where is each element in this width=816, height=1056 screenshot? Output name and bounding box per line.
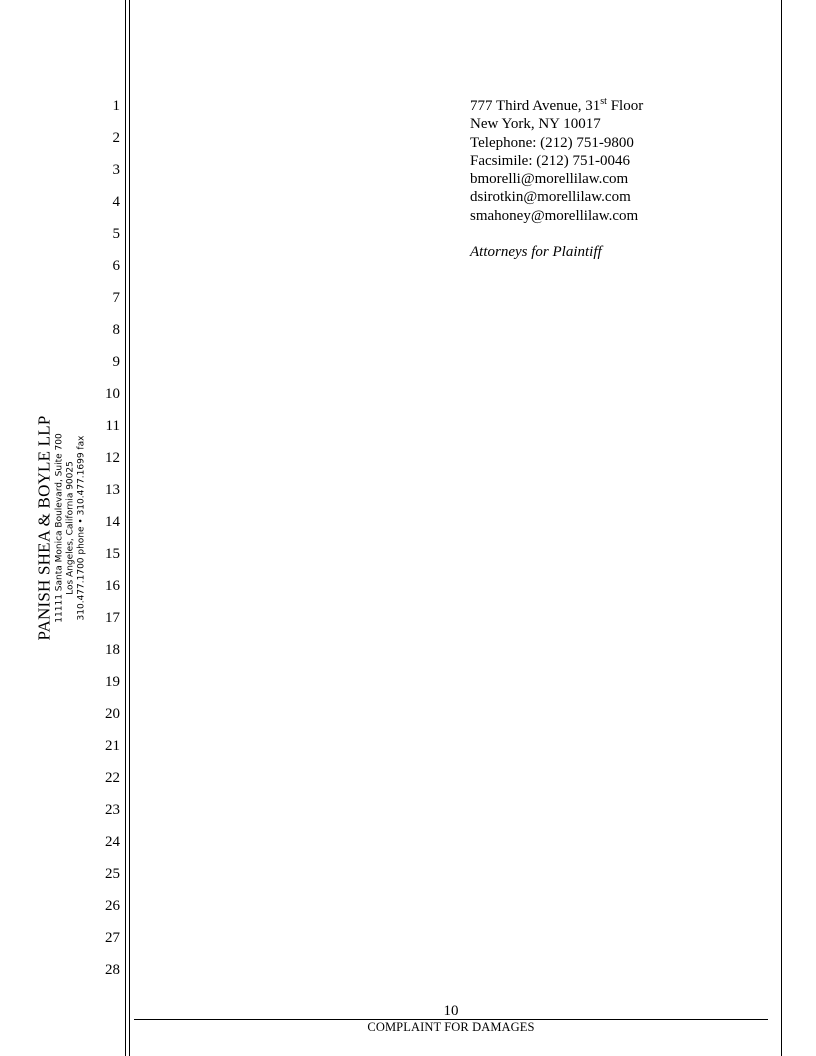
counsel-address-main: 777 Third Avenue, 31 xyxy=(470,98,601,114)
line-number: 17 xyxy=(105,610,120,626)
left-margin-rule xyxy=(125,0,126,1056)
firm-city: Los Angeles, California 90025 xyxy=(65,461,76,595)
line-number: 23 xyxy=(105,802,120,818)
counsel-address-superscript: st xyxy=(600,96,607,107)
counsel-address-tail: Floor xyxy=(606,98,644,114)
line-number: 11 xyxy=(105,418,120,434)
line-number: 27 xyxy=(105,930,120,946)
right-margin-rule xyxy=(781,0,782,1056)
line-number: 7 xyxy=(112,290,120,306)
line-number: 8 xyxy=(112,322,120,338)
line-number: 28 xyxy=(105,962,120,978)
line-number: 24 xyxy=(105,834,120,850)
counsel-city: New York, NY 10017 xyxy=(470,116,601,133)
counsel-email: dsirotkin@morellilaw.com xyxy=(470,189,631,206)
left-margin-rule-inner xyxy=(129,0,130,1056)
line-number: 25 xyxy=(105,866,120,882)
line-number: 21 xyxy=(105,738,120,754)
line-number: 12 xyxy=(105,450,120,466)
counsel-role: Attorneys for Plaintiff xyxy=(470,244,602,261)
line-number: 18 xyxy=(105,642,120,658)
counsel-address xyxy=(470,97,643,115)
line-number: 16 xyxy=(105,578,120,594)
line-number: 14 xyxy=(105,514,120,530)
document-title: COMPLAINT FOR DAMAGES xyxy=(367,1020,535,1034)
counsel-email: smahoney@morellilaw.com xyxy=(470,207,639,224)
line-number: 10 xyxy=(105,386,120,402)
firm-sidebar xyxy=(35,413,88,643)
line-number: 6 xyxy=(112,258,120,274)
line-number: 15 xyxy=(105,546,120,562)
counsel-email: bmorelli@morellilaw.com xyxy=(470,171,629,188)
line-number: 22 xyxy=(105,770,120,786)
line-number: 20 xyxy=(105,706,120,722)
line-number: 2 xyxy=(112,130,120,146)
line-number: 4 xyxy=(112,194,120,210)
firm-address: 11111 Santa Monica Boulevard, Suite 700 xyxy=(54,433,65,623)
line-number: 5 xyxy=(112,226,120,242)
line-number: 3 xyxy=(112,162,120,178)
counsel-block xyxy=(470,97,643,261)
firm-name: PANISH SHEA & BOYLE LLP xyxy=(34,415,54,641)
line-number: 9 xyxy=(112,354,120,370)
line-number: 1 xyxy=(112,98,120,114)
line-number: 13 xyxy=(105,482,120,498)
counsel-facsimile: Facsimile: (212) 751-0046 xyxy=(470,152,630,169)
counsel-telephone: Telephone: (212) 751-9800 xyxy=(470,134,634,151)
line-number: 26 xyxy=(105,898,120,914)
firm-phone-fax: 310.477.1700 phone • 310.477.1699 fax xyxy=(76,435,87,621)
page-number: 10 xyxy=(443,1003,459,1019)
line-number: 19 xyxy=(105,674,120,690)
